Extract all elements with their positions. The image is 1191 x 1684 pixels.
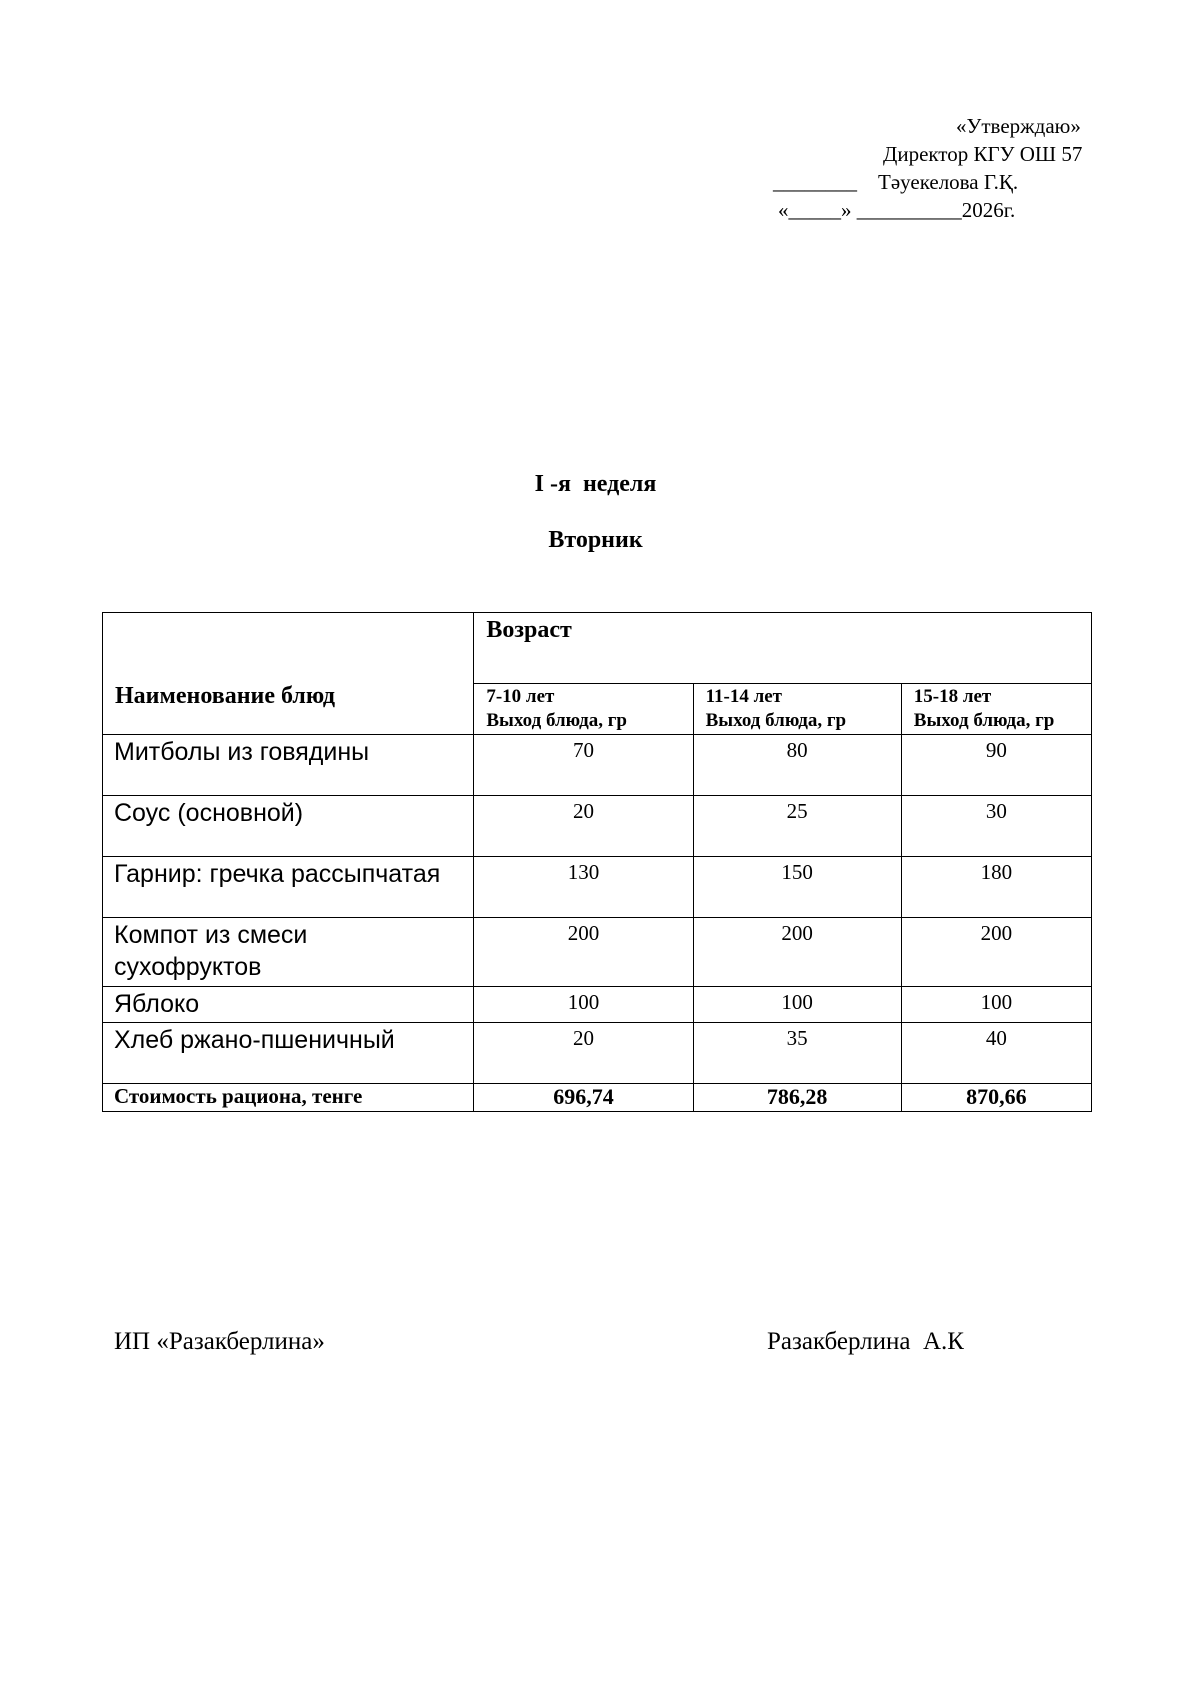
- day-title: Вторник: [548, 527, 643, 553]
- dish-name-line: сухофруктов: [114, 953, 262, 981]
- portion-value: 25: [693, 796, 901, 857]
- portion-value: 130: [474, 857, 693, 918]
- portion-value: 20: [474, 796, 693, 857]
- portion-value: 200: [693, 918, 901, 987]
- dish-name: Хлеб ржано-пшеничный: [103, 1023, 474, 1084]
- age-header: Возраст: [474, 613, 1092, 684]
- portion-value: 100: [693, 987, 901, 1023]
- supplier-name: ИП «Разакберлина»: [114, 1328, 325, 1355]
- approval-position: Директор КГУ ОШ 57: [883, 142, 1083, 166]
- dish-name: Соус (основной): [103, 796, 474, 857]
- portion-value: 100: [474, 987, 693, 1023]
- output-header: Выход блюда, гр: [474, 710, 693, 735]
- table-row: [103, 918, 1092, 987]
- output-header: Выход блюда, гр: [693, 710, 901, 735]
- table-row: [103, 1023, 1092, 1084]
- cost-value: 786,28: [693, 1084, 901, 1112]
- dish-name: [103, 918, 474, 987]
- cost-value: 696,74: [474, 1084, 693, 1112]
- approval-signature-line: ________ Тәуекелова Г.Қ.: [773, 170, 1019, 194]
- table-row: [103, 796, 1092, 857]
- output-header: Выход блюда, гр: [901, 710, 1091, 735]
- cost-value: 870,66: [901, 1084, 1091, 1112]
- week-title: I -я неделя: [534, 471, 657, 497]
- portion-value: 80: [693, 735, 901, 796]
- portion-value: 100: [901, 987, 1091, 1023]
- portion-value: 35: [693, 1023, 901, 1084]
- dish-name-line: Компот из смеси: [114, 921, 308, 949]
- cost-row: [103, 1084, 1092, 1112]
- portion-value: 200: [901, 918, 1091, 987]
- age-group-header: 11-14 лет: [693, 684, 901, 711]
- table-row: [103, 987, 1092, 1023]
- portion-value: 90: [901, 735, 1091, 796]
- supplier-signatory: Разакберлина А.К: [767, 1328, 964, 1355]
- age-group-header: 15-18 лет: [901, 684, 1091, 711]
- dish-name: Митболы из говядины: [103, 735, 474, 796]
- menu-table: [102, 612, 1092, 1112]
- dish-name: Яблоко: [103, 987, 474, 1023]
- portion-value: 30: [901, 796, 1091, 857]
- dish-name: Гарнир: гречка рассыпчатая: [103, 857, 474, 918]
- portion-value: 150: [693, 857, 901, 918]
- cost-label: Стоимость рациона, тенге: [103, 1084, 474, 1112]
- portion-value: 180: [901, 857, 1091, 918]
- table-row: [103, 857, 1092, 918]
- table-row: [103, 735, 1092, 796]
- portion-value: 200: [474, 918, 693, 987]
- portion-value: 20: [474, 1023, 693, 1084]
- dish-name-header: Наименование блюд: [103, 613, 474, 735]
- portion-value: 70: [474, 735, 693, 796]
- portion-value: 40: [901, 1023, 1091, 1084]
- approval-title: «Утверждаю»: [956, 114, 1081, 138]
- approval-date-line: «_____» __________2026г.: [778, 198, 1016, 222]
- approval-block: [760, 112, 1140, 232]
- age-group-header: 7-10 лет: [474, 684, 693, 711]
